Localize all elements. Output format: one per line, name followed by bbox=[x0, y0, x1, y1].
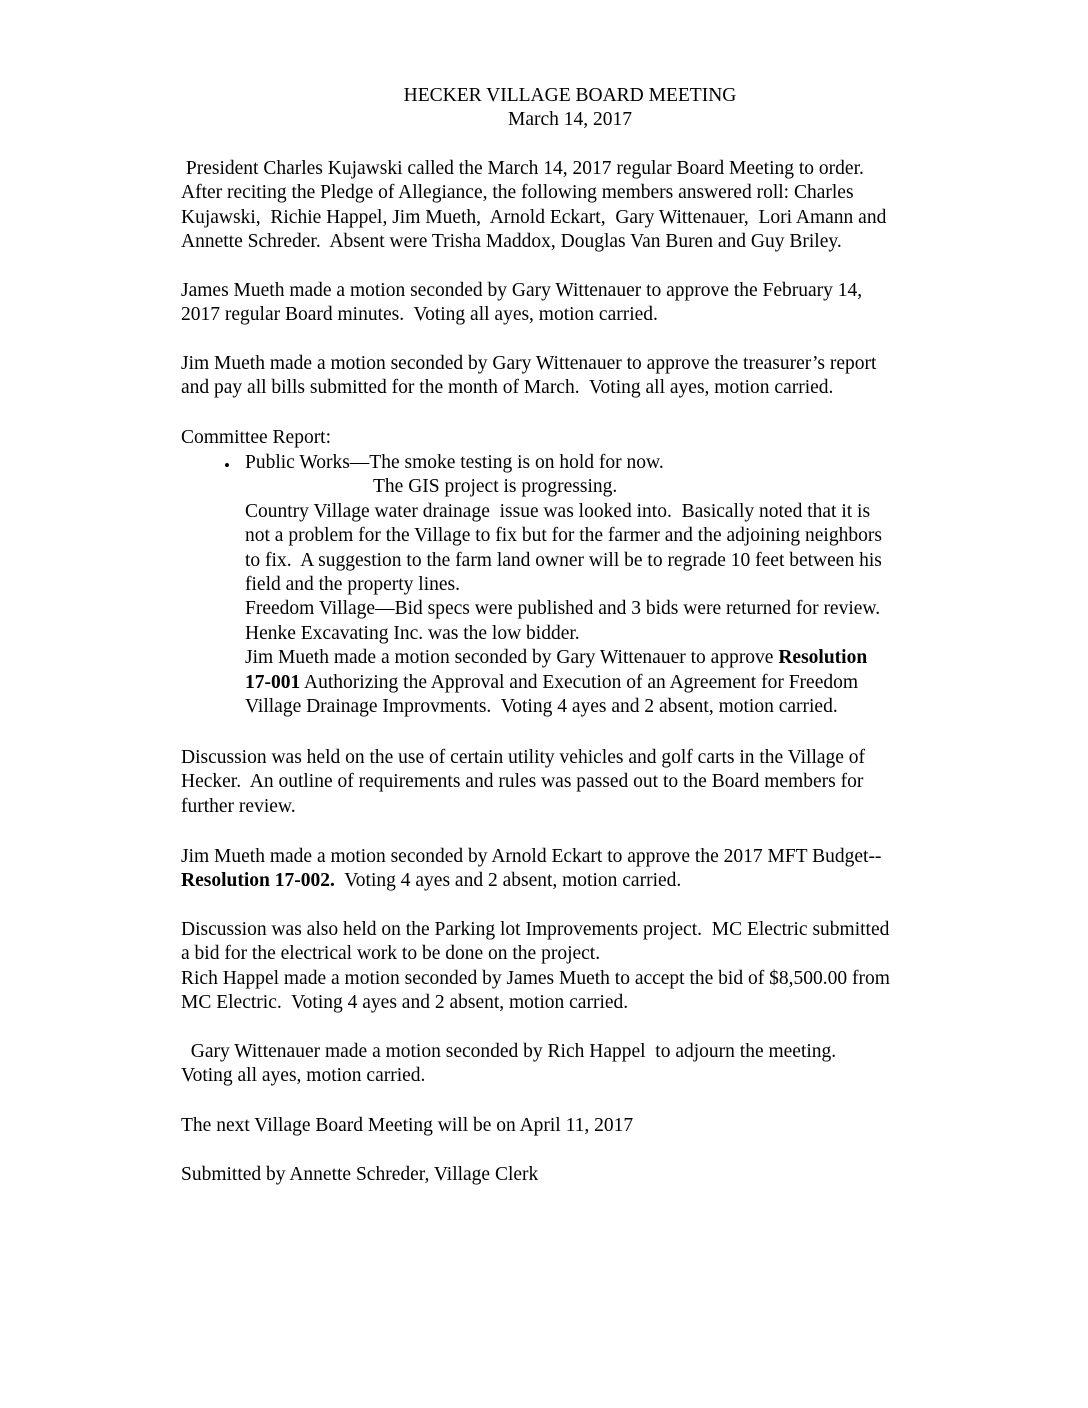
treasurer-report-paragraph bbox=[181, 352, 981, 401]
heading-text: Committee Report: bbox=[181, 427, 332, 448]
text-line: 2017 regular Board minutes. Voting all ayes, motion carried. bbox=[181, 304, 658, 326]
text-segment: Voting 4 ayes and 2 absent, motion carried. bbox=[334, 870, 682, 892]
text-line: Hecker. An outline of requirements and rules was passed out to the Board members for bbox=[181, 771, 864, 793]
text-line: After reciting the Pledge of Allegiance, the following members answered roll: Charles bbox=[181, 182, 854, 204]
text-line bbox=[245, 671, 985, 695]
text-line: Kujawski, Richie Happel, Jim Mueth, Arnold Eckart, Gary Wittenauer, Lori Amann and bbox=[181, 206, 887, 228]
text-line: further review. bbox=[181, 795, 296, 817]
text-line: The next Village Board Meeting will be on April 11, 2017 bbox=[181, 1115, 634, 1136]
text-line: Country Village water drainage issue was looked into. Basically noted that it is bbox=[245, 500, 871, 522]
resolution-number: Resolution bbox=[778, 647, 868, 669]
minutes-approval-paragraph bbox=[181, 279, 981, 328]
text-line: not a problem for the Village to fix but for the farmer and the adjoining neighbors bbox=[245, 525, 882, 547]
adjournment-paragraph bbox=[181, 1040, 981, 1089]
text-segment: Authorizing the Approval and Execution of an Agreement for Freedom bbox=[300, 671, 859, 693]
text-segment: Jim Mueth made a motion seconded by Gary Wittenauer to approve bbox=[245, 647, 779, 669]
resolution-number: 17-001 bbox=[245, 671, 301, 693]
text-line: field and the property lines. bbox=[245, 574, 460, 596]
text-line: Jim Mueth made a motion seconded by Arnold Eckart to approve the 2017 MFT Budget-- bbox=[181, 846, 882, 867]
text-line: Annette Schreder. Absent were Trisha Maddox, Douglas Van Buren and Guy Briley. bbox=[181, 231, 842, 253]
text-line: to fix. A suggestion to the farm land owner will be to regrade 10 feet between his bbox=[245, 549, 882, 571]
text-line: Rich Happel made a motion seconded by James Mueth to accept the bid of $8,500.00 from bbox=[181, 967, 890, 989]
text-line: Gary Wittenauer made a motion seconded by Rich Happel to adjourn the meeting. bbox=[181, 1041, 837, 1062]
text-line: Jim Mueth made a motion seconded by Gary Wittenauer to approve the treasurer’s report bbox=[181, 353, 877, 374]
text-line: Voting all ayes, motion carried. bbox=[181, 1065, 426, 1087]
utility-vehicles-paragraph bbox=[181, 746, 981, 819]
bullet-icon: • bbox=[224, 456, 230, 475]
text-line: Village Drainage Improvments. Voting 4 ayes and 2 absent, motion carried. bbox=[245, 696, 838, 718]
parking-lot-paragraph bbox=[181, 918, 981, 1016]
text-line: Public Works—The smoke testing is on hold for now. bbox=[245, 452, 664, 473]
resolution-number: Resolution 17-002. bbox=[181, 870, 335, 892]
mft-budget-paragraph bbox=[181, 845, 981, 894]
document-title: HECKER VILLAGE BOARD MEETING bbox=[403, 85, 737, 106]
text-line: a bid for the electrical work to be done on the project. bbox=[181, 943, 601, 965]
text-line: MC Electric. Voting 4 ayes and 2 absent, motion carried. bbox=[181, 992, 629, 1014]
text-line: President Charles Kujawski called the March 14, 2017 regular Board Meeting to order. bbox=[181, 158, 864, 179]
text-line: Discussion was held on the use of certain utility vehicles and golf carts in the Village of bbox=[181, 747, 866, 768]
meeting-date: March 14, 2017 bbox=[507, 109, 633, 130]
committee-report-heading bbox=[181, 426, 981, 450]
text-line: Freedom Village—Bid specs were published and 3 bids were returned for review. bbox=[245, 598, 881, 620]
text-line bbox=[181, 869, 981, 893]
text-line: Henke Excavating Inc. was the low bidder. bbox=[245, 622, 580, 644]
text-line bbox=[245, 646, 985, 670]
text-line: Submitted by Annette Schreder, Village Clerk bbox=[181, 1164, 539, 1185]
text-line: Discussion was also held on the Parking lot Improvements project. MC Electric submitted bbox=[181, 919, 890, 940]
call-to-order-paragraph bbox=[181, 157, 981, 255]
text-line: and pay all bills submitted for the month of March. Voting all ayes, motion carried. bbox=[181, 377, 834, 399]
text-line: The GIS project is progressing. bbox=[373, 476, 618, 498]
submitted-by-signature bbox=[181, 1163, 981, 1187]
text-line: James Mueth made a motion seconded by Gary Wittenauer to approve the February 14, bbox=[181, 280, 863, 301]
public-works-item bbox=[245, 451, 985, 719]
next-meeting-note bbox=[181, 1114, 981, 1138]
